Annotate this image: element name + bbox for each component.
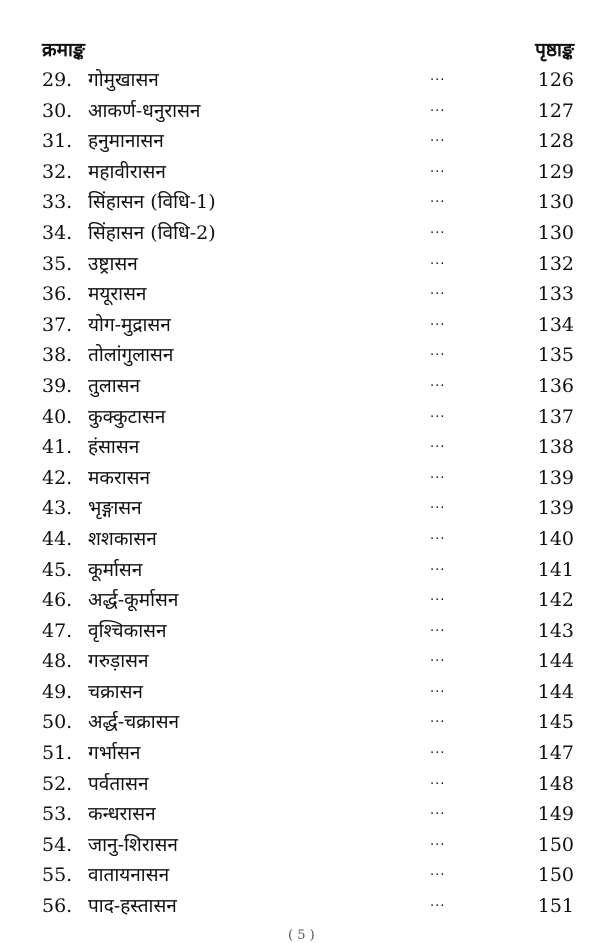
leader-dots: ... (430, 191, 446, 207)
toc-entry (42, 891, 574, 922)
entry-title: हनुमानासन (88, 130, 164, 153)
entry-page-number: 136 (537, 374, 574, 397)
leader-dots: ... (430, 589, 446, 605)
entry-number: 48. (42, 650, 73, 673)
entry-page-number: 144 (537, 680, 574, 703)
entry-title: आकर्ण-धनुरासन (88, 99, 201, 122)
entry-page-number: 133 (537, 283, 574, 306)
toc-entry (42, 799, 574, 830)
toc-entry (42, 310, 574, 341)
entry-number: 51. (42, 742, 73, 765)
toc-entry (42, 218, 574, 249)
entry-page-number: 132 (537, 252, 574, 275)
entry-page-number: 148 (537, 772, 574, 795)
entry-title: मकरासन (88, 466, 151, 489)
entry-page-number: 137 (537, 405, 574, 428)
toc-entry (42, 555, 574, 586)
entry-number: 45. (42, 558, 73, 581)
entry-title: गोमुखासन (88, 69, 159, 91)
entry-title: कन्धरासन (88, 803, 156, 826)
toc-entry (42, 646, 574, 677)
entry-page-number: 140 (537, 527, 574, 550)
entry-page-number: 144 (537, 650, 574, 673)
toc-entry (42, 524, 574, 555)
toc-entry (42, 371, 574, 402)
entry-title: शशकासन (88, 527, 157, 550)
entry-page-number: 141 (537, 558, 574, 581)
entry-page-number: 149 (537, 803, 574, 826)
entry-page-number: 127 (537, 99, 574, 122)
entry-title: चक्रासन (88, 680, 143, 703)
toc-entry (42, 616, 574, 647)
leader-dots: ... (430, 711, 446, 727)
leader-dots: ... (430, 619, 446, 635)
toc-entry (42, 187, 574, 218)
entry-page-number: 126 (537, 69, 574, 91)
entry-number: 46. (42, 589, 73, 612)
entry-page-number: 130 (537, 191, 574, 214)
entry-page-number: 130 (537, 221, 574, 244)
entry-title: कुक्कुटासन (88, 405, 166, 428)
entry-page-number: 142 (537, 589, 574, 612)
leader-dots: ... (430, 405, 446, 421)
toc-entry (42, 432, 574, 463)
toc-entry (42, 677, 574, 708)
leader-dots: ... (430, 833, 446, 849)
entry-page-number: 139 (537, 466, 574, 489)
toc-entry (42, 463, 574, 494)
leader-dots: ... (430, 99, 446, 115)
leader-dots: ... (430, 69, 446, 84)
entry-title: कूर्मासन (88, 558, 143, 581)
leader-dots: ... (430, 680, 446, 696)
entry-number: 36. (42, 283, 73, 306)
toc-entry (42, 96, 574, 127)
entry-number: 39. (42, 374, 73, 397)
toc-entry (42, 860, 574, 891)
entry-title: तोलांगुलासन (88, 344, 174, 367)
leader-dots: ... (430, 252, 446, 268)
entry-title: वातायनासन (88, 864, 170, 887)
entry-page-number: 134 (537, 313, 574, 336)
entry-number: 31. (42, 130, 73, 153)
toc-entry (42, 157, 574, 188)
toc-entry (42, 402, 574, 433)
entry-title: अर्द्ध-चक्रासन (88, 711, 180, 734)
entry-title: पाद-हस्तासन (88, 895, 177, 918)
leader-dots: ... (430, 650, 446, 666)
page-number-heading: पृष्ठाङ्क (535, 39, 574, 61)
entry-title: गरुड़ासन (88, 650, 149, 673)
entry-title: योग-मुद्रासन (88, 313, 171, 336)
toc-entry (42, 707, 574, 738)
entry-title: महावीरासन (88, 160, 166, 183)
entry-title: उष्ट्रासन (88, 252, 138, 275)
entry-page-number: 151 (537, 895, 574, 918)
entry-number: 37. (42, 313, 73, 336)
entry-title: जानु-शिरासन (88, 833, 178, 856)
leader-dots: ... (430, 772, 446, 788)
entry-page-number: 143 (537, 619, 574, 642)
entry-number: 40. (42, 405, 73, 428)
toc-entry (42, 585, 574, 616)
leader-dots: ... (430, 497, 446, 513)
entry-page-number: 145 (537, 711, 574, 734)
toc-entry (42, 126, 574, 157)
entry-number: 38. (42, 344, 73, 367)
leader-dots: ... (430, 436, 446, 452)
leader-dots: ... (430, 344, 446, 360)
entry-number: 34. (42, 221, 73, 244)
entry-page-number: 135 (537, 344, 574, 367)
entry-number: 41. (42, 436, 73, 459)
toc-header (42, 36, 574, 62)
toc-entry (42, 493, 574, 524)
entry-number: 53. (42, 803, 73, 826)
entry-number: 29. (42, 69, 73, 91)
toc-entry (42, 830, 574, 861)
leader-dots: ... (430, 742, 446, 758)
entry-title: अर्द्ध-कूर्मासन (88, 589, 179, 612)
entry-title: मयूरासन (88, 283, 147, 306)
leader-dots: ... (430, 558, 446, 574)
entry-number: 33. (42, 191, 73, 214)
entry-number: 52. (42, 772, 73, 795)
toc-list (42, 65, 574, 922)
toc-entry (42, 249, 574, 280)
entry-page-number: 150 (537, 833, 574, 856)
entry-number: 32. (42, 160, 73, 183)
entry-page-number: 150 (537, 864, 574, 887)
entry-number: 47. (42, 619, 73, 642)
toc-entry (42, 738, 574, 769)
entry-page-number: 129 (537, 160, 574, 183)
leader-dots: ... (430, 130, 446, 146)
entry-page-number: 138 (537, 436, 574, 459)
entry-page-number: 147 (537, 742, 574, 765)
footer-page-mark: ( 5 ) (288, 928, 315, 943)
entry-title: हंसासन (88, 436, 140, 459)
entry-title: वृश्चिकासन (88, 619, 167, 642)
leader-dots: ... (430, 160, 446, 176)
leader-dots: ... (430, 803, 446, 819)
entry-title: सिंहासन (विधि-1) (88, 191, 216, 214)
leader-dots: ... (430, 895, 446, 911)
entry-number: 55. (42, 864, 73, 887)
toc-entry (42, 769, 574, 800)
entry-title: सिंहासन (विधि-2) (88, 221, 216, 244)
toc-entry (42, 65, 574, 96)
leader-dots: ... (430, 313, 446, 329)
entry-number: 42. (42, 466, 73, 489)
toc-entry (42, 340, 574, 371)
entry-page-number: 128 (537, 130, 574, 153)
entry-number: 56. (42, 895, 73, 918)
leader-dots: ... (430, 466, 446, 482)
toc-entry (42, 279, 574, 310)
leader-dots: ... (430, 864, 446, 880)
entry-number: 44. (42, 527, 73, 550)
entry-page-number: 139 (537, 497, 574, 520)
leader-dots: ... (430, 221, 446, 237)
entry-number: 50. (42, 711, 73, 734)
entry-title: भृङ्गासन (88, 497, 142, 520)
leader-dots: ... (430, 283, 446, 299)
serial-number-heading: क्रमाङ्क (42, 39, 85, 61)
entry-number: 35. (42, 252, 73, 275)
entry-number: 54. (42, 833, 73, 856)
entry-number: 49. (42, 680, 73, 703)
leader-dots: ... (430, 527, 446, 543)
leader-dots: ... (430, 374, 446, 390)
entry-number: 43. (42, 497, 73, 520)
entry-number: 30. (42, 99, 73, 122)
entry-title: पर्वतासन (88, 772, 149, 795)
entry-title: तुलासन (88, 374, 141, 397)
entry-title: गर्भासन (88, 742, 141, 765)
